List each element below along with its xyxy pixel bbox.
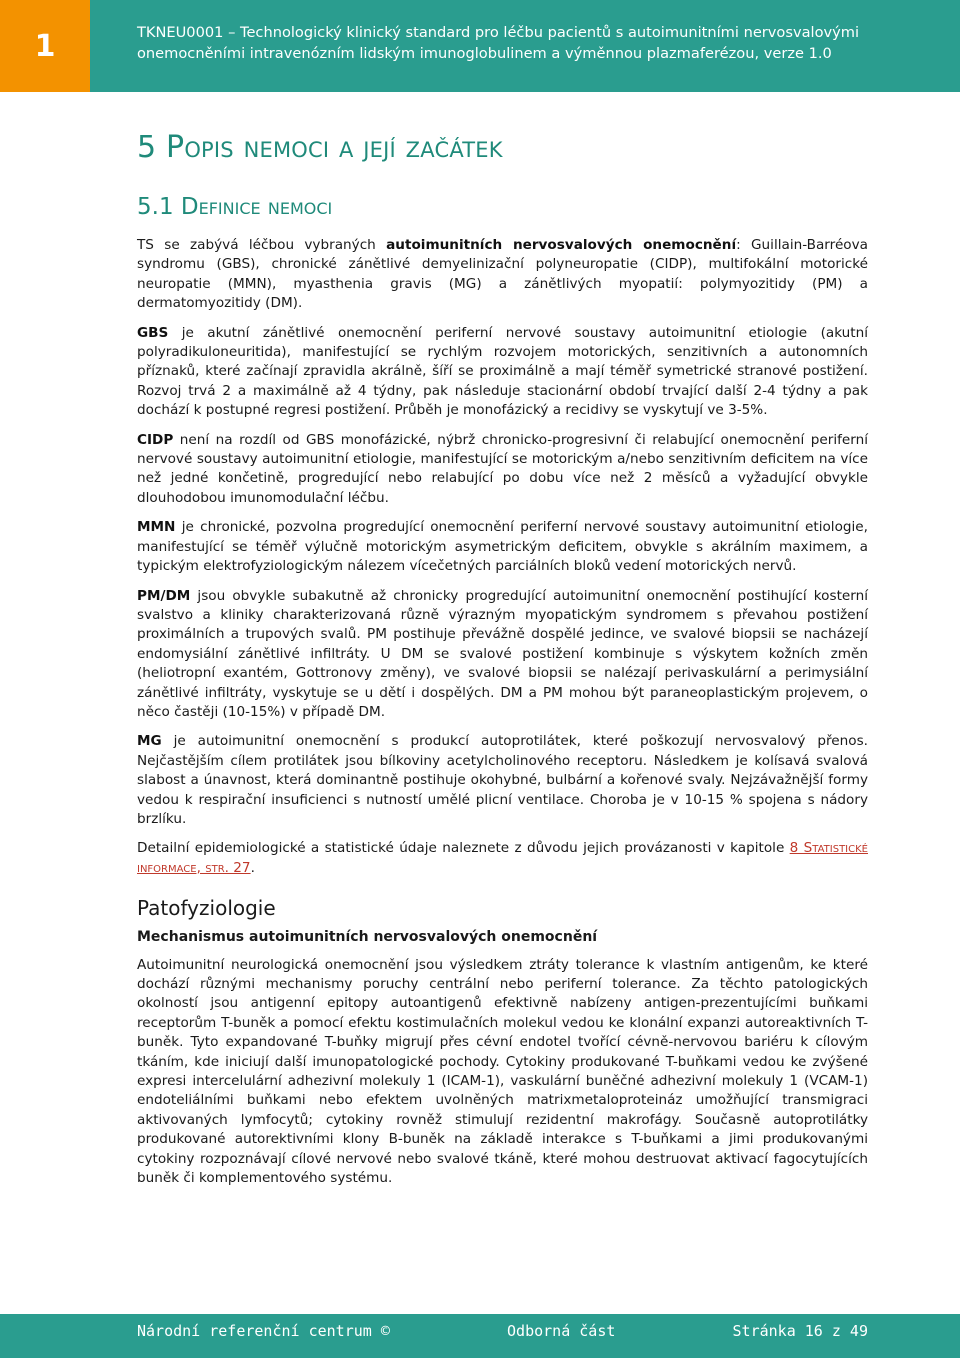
- intro-text-a: TS se zabývá léčbou vybraných: [137, 237, 387, 253]
- footer-left: Národní referenční centrum ©: [137, 1322, 390, 1340]
- cidp-text: není na rozdíl od GBS monofázické, nýbrž chronicko-progresivní či relabující onemocnění periferní nervové soustavy autoimunitní etiologie, manifestující se motorickým a/nebo senzitivním deficitem na více než jedné končetině, progredující nebo relabující po dobu více než 2 měsíců a vyžadující obvykle dlouhodobou imunomodulační léčbu.: [137, 431, 868, 506]
- gbs-text: je akutní zánětlivé onemocnění periferní nervové soustavy autoimunitní etiologie (akutní polyradikuloneuritida), manifestující se rychlým rozvojem motorických, senzitivních a autonomních příznaků, které začínají zpravidla akrálně, šíří se proximálně a mají téměř symetrické stranové postižení. Rozvoj trvá 2 a maximálně až 4 týdny, pak následuje stacionární období trvající další 2-4 týdny a pak dochází k postupné regresi postižení. Průběh je monofázický a recidivy se vyskytují ve 3-5%.: [137, 324, 868, 419]
- chapter-badge-number: 1: [34, 28, 56, 64]
- header-title-line-2: onemocněními intravenózním lidským imunoglobulinem a výměnnou plazmaferézou, verze 1.0: [137, 45, 832, 62]
- chapter-badge: [0, 0, 90, 92]
- pmdm-text: jsou obvykle subakutně až chronicky progredující autoimunitní onemocnění postihující kosterní svalstvo a kliniky charakterizovaná různě výrazným myopatickým syndromem s převahou postižení proximálních a trupových svalů. PM postihuje převážně dospělé jedince, ve svalové biopsii se nacházejí endomysiální zánětlivé infiltráty. U DM se svalové postižení kombinuje s výskytem kožních změn (heliotropní exantém, Gottronovy změny), ve svalové biopsii se nalézají perivaskulární a perimysiální zánětlivé infiltráty, vyskytuje se u dětí i dospělých. DM a PM mohou být paraneoplastickým projevem, o něco častěji (10-15%) v případě DM.: [137, 587, 868, 720]
- subsection-heading: 5.1 Definice nemoci: [137, 194, 333, 220]
- header-title-line-1: TKNEU0001 – Technologický klinický standard pro léčbu pacientů s autoimunitními nervosvalovými: [137, 24, 860, 41]
- mmn-text: je chronické, pozvolna progredující onemocnění periferní nervové soustavy autoimunitní etiologie, manifestující se téměř výlučně motorickým asymetrickým deficitem, obvykle s akrálním maximem, a typickým elektrofyziologickým nálezem vícečetných parciálních bloků vedení motorických nervů.: [137, 519, 868, 575]
- mg-paragraph: [137, 732, 868, 829]
- intro-paragraph: [137, 236, 868, 314]
- document-header-title: [137, 22, 937, 64]
- mmn-paragraph: [137, 518, 868, 576]
- detail-text-b: .: [250, 859, 255, 876]
- pmdm-term: PM/DM: [137, 587, 191, 604]
- mg-text: je autoimunitní onemocnění s produkcí autoprotilátek, které poškozují nervosvalový přenos. Nejčastějším cílem protilátek jsou bílkoviny acetylcholinového receptoru. Následkem je kolísavá svalová slabost a únavnost, která dominantně postihuje okohybné, bulbární a kořenové svaly. Nejzávažnější formy vedou k respirační insuficienci s nutností umělé plicní ventilace. Choroba je v 10-15 % spojena s nádory brzlíku.: [137, 733, 868, 827]
- intro-text-b: : Guillain-Barréova syndromu (GBS), chronické zánětlivé demyelinizační polyneuropatie (CIDP), multifokální motorické neuropatie (MMN), myasthenia gravis (MG) a zánětlivých myopatií: polymyozitidy (PM) a dermatomyozitidy (DM).: [137, 237, 868, 312]
- gbs-paragraph: [137, 324, 868, 421]
- gbs-term: GBS: [137, 324, 169, 341]
- section-heading: 5 Popis nemoci a její začátek: [137, 130, 503, 165]
- mg-term: MG: [137, 733, 162, 750]
- footer-center: Odborná část: [507, 1322, 616, 1340]
- cidp-paragraph: [137, 431, 868, 509]
- cidp-term: CIDP: [137, 431, 174, 448]
- detail-paragraph: [137, 839, 868, 878]
- mechanism-subheading: Mechanismus autoimunitních nervosvalových onemocnění: [137, 929, 598, 946]
- patofyziologie-heading: Patofyziologie: [137, 896, 276, 921]
- pmdm-paragraph: [137, 587, 868, 723]
- chapter-cross-reference-link[interactable]: 8 Statistické informace, str. 27: [137, 840, 868, 876]
- mechanism-paragraph: Autoimunitní neurologická onemocnění jsou výsledkem ztráty tolerance k vlastním antigenům, ke které dochází různými mechanismy poruchy centrální nebo periferní tolerance. Za těchto patologických okolností jsou antigenní epitopy autoantigenů efektivně nabízeny antigen-prezentujícími buňkami receptorům T-buněk a pomocí efektu kostimulačních molekul vedou ke klonální expanzi autoreaktivních T-buněk. Tyto expandované T-buňky migrují přes cévní endotel tvořící cévně-nervovou bariéru k cílovým tkáním, kde iniciují další imunopatologické pochody. Cytokiny produkované T-buňkami vedou ke zvýšené expresi intercelulární adhezivní molekuly 1 (ICAM-1), vaskulární buněčné adhezivní molekuly 1 (VCAM-1) endoteliálními buňkami nebo efektem uvolněných matrixmetaloproteináz umožňující transmigraci aktivovaných lymfocytů; cytokiny rovněž stimulují rezidentní makrofágy. Současně autoprotilátky produkované autorektivními klony B-buněk na základě interakce s T-buňkami a jimi produkovanými cytokiny rozpoznávají cílové nervové nebo svalové tkáně, které mohou destruovat aktivací fagocytujících buněk či komplementového systému.: [137, 956, 868, 1187]
- main-content: [137, 236, 868, 1198]
- mmn-term: MMN: [137, 519, 176, 536]
- intro-bold: autoimunitních nervosvalových onemocnění: [386, 237, 737, 253]
- footer-page-number: Stránka 16 z 49: [732, 1322, 868, 1340]
- detail-text-a: Detailní epidemiologické a statistické údaje naleznete z důvodu jejich provázanosti v kapitole: [137, 840, 790, 857]
- page-footer: [137, 1322, 868, 1342]
